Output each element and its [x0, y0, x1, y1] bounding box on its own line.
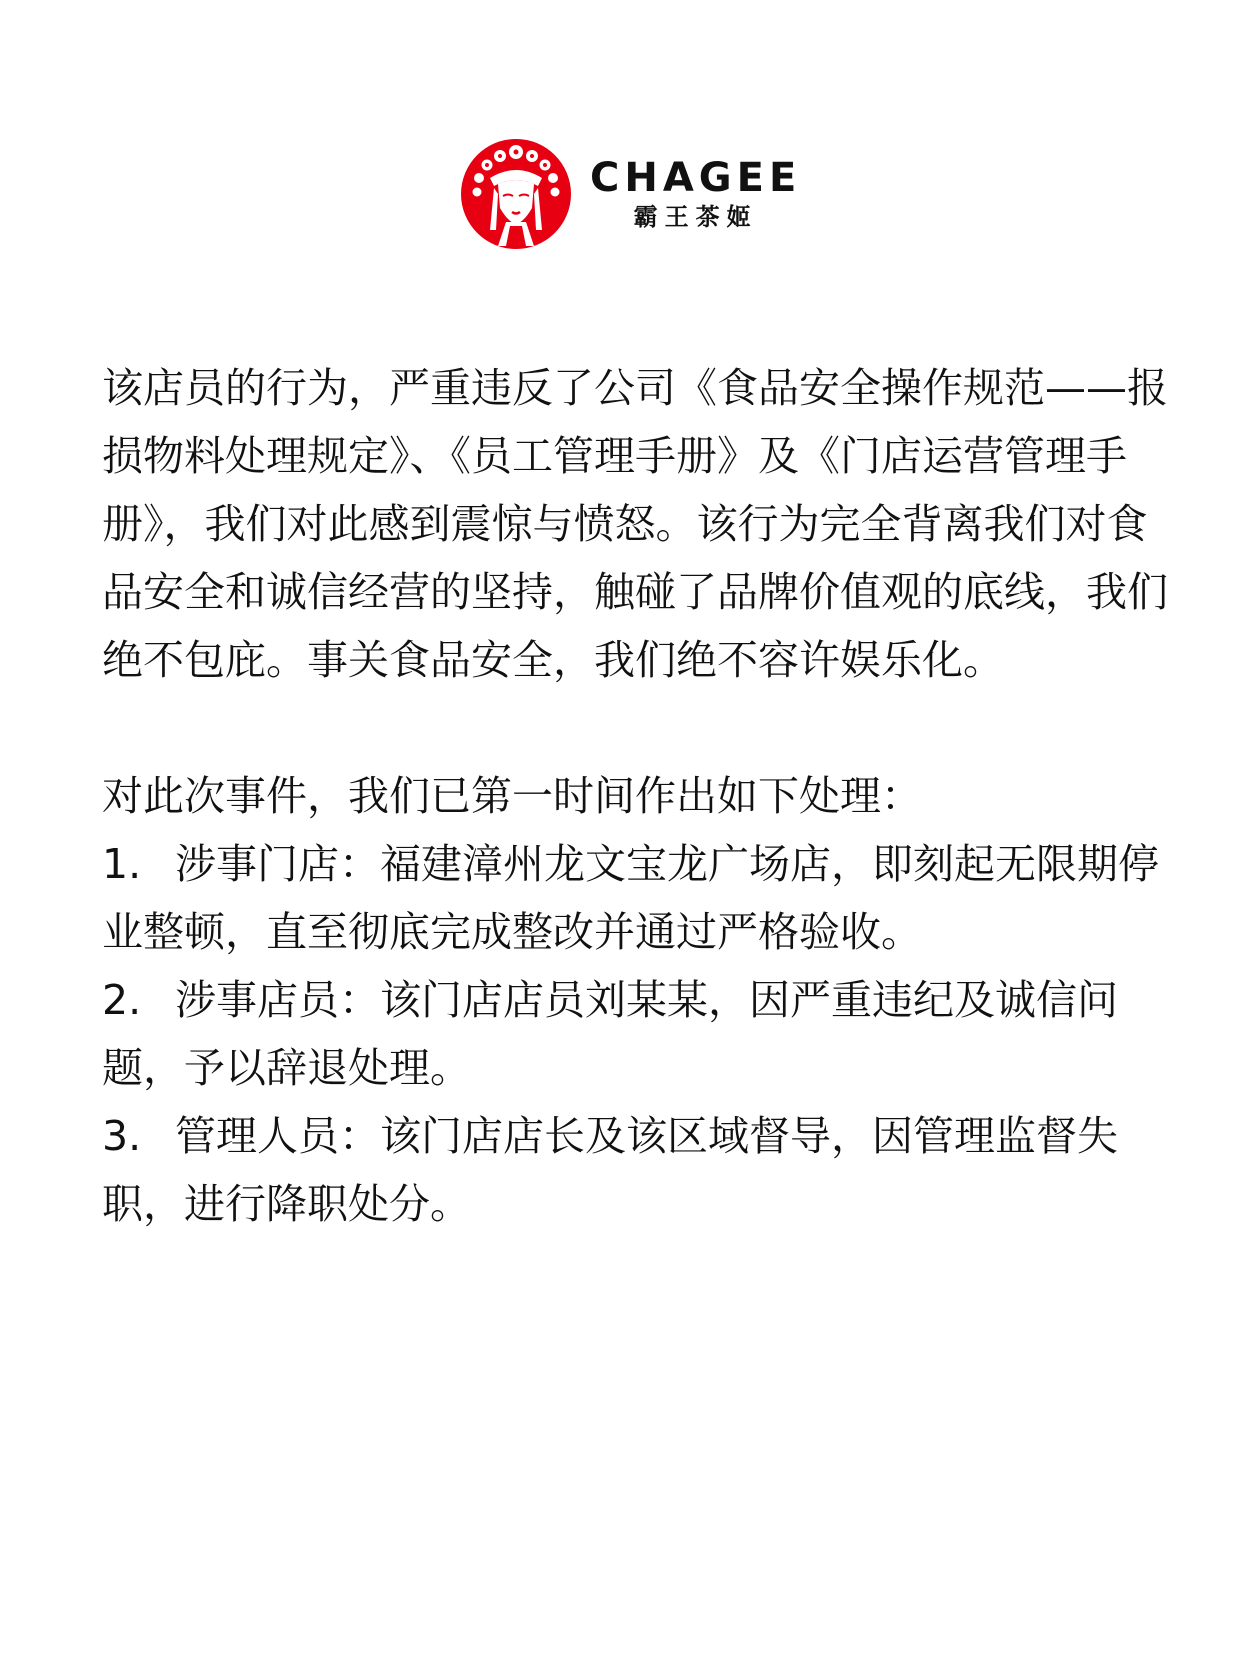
logo-text	[590, 156, 801, 232]
paragraph-gap	[102, 694, 1174, 762]
action-item-number: 1.	[102, 840, 142, 888]
action-item	[102, 966, 1174, 1102]
action-item	[102, 830, 1174, 966]
opera-face-emblem-icon	[460, 138, 572, 250]
statement-body	[102, 354, 1174, 1238]
action-item-text: 涉事门店：福建漳州龙文宝龙广场店，即刻起无限期停业整顿，直至彻底完成整改并通过严格验收。	[102, 840, 1159, 956]
action-item-text: 涉事店员：该门店店员刘某某，因严重违纪及诚信问题，予以辞退处理。	[102, 976, 1118, 1092]
chagee-logo	[460, 138, 825, 250]
statement-paragraph: 该店员的行为，严重违反了公司《食品安全操作规范——报损物料处理规定》、《员工管理手册》及《门店运营管理手册》，我们对此感到震惊与愤怒。该行为完全背离我们对食品安全和诚信经营的坚持，触碰了品牌价值观的底线，我们绝不包庇。事关食品安全，我们绝不容许娱乐化。	[102, 364, 1168, 684]
brand-name-cn: 霸王茶姬	[633, 203, 758, 231]
action-item-number: 3.	[102, 1112, 142, 1160]
action-item-number: 2.	[102, 976, 142, 1024]
brand-name-en: CHAGEE	[590, 155, 802, 201]
action-item	[102, 1102, 1174, 1238]
actions-intro: 对此次事件，我们已第一时间作出如下处理：	[102, 772, 922, 820]
action-item-text: 管理人员：该门店店长及该区域督导，因管理监督失职，进行降职处分。	[102, 1112, 1118, 1228]
